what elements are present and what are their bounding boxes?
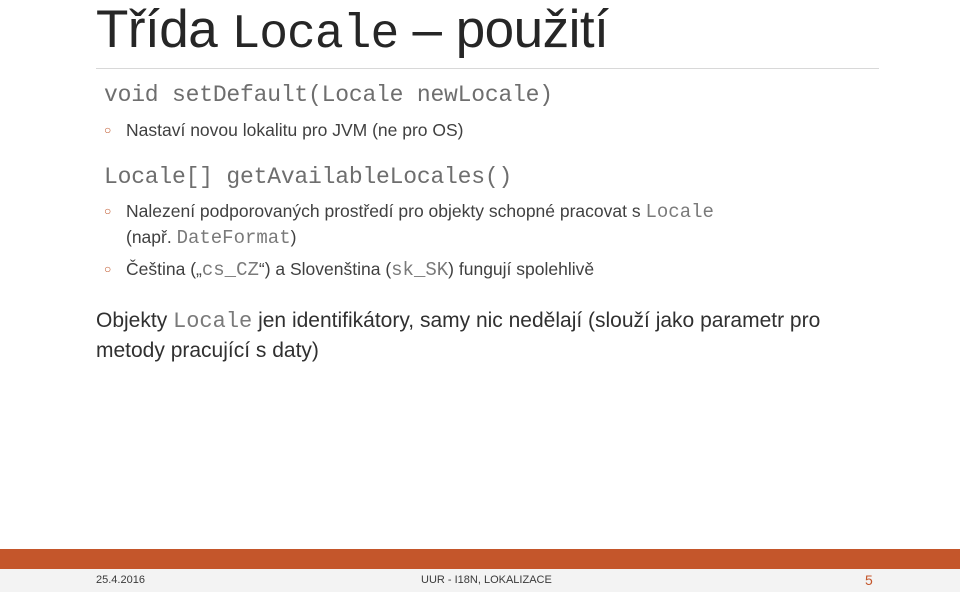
bullet-code: DateFormat xyxy=(176,227,291,249)
bullet-item xyxy=(104,198,714,225)
bullet-text: “) a Slovenština ( xyxy=(258,259,392,279)
footer-accent-stripe xyxy=(0,549,960,569)
slide-title xyxy=(96,0,608,67)
paragraph-code: Locale xyxy=(173,309,253,334)
bullet-circle-icon: ○ xyxy=(104,123,112,137)
title-suffix: – použití xyxy=(398,0,609,59)
bullet-text: ) xyxy=(290,227,297,247)
footer-date: 25.4.2016 xyxy=(96,574,145,586)
bullet-circle-icon: ○ xyxy=(104,262,112,276)
paragraph-text: jen identifikátory, samy nic nedělají (slouží jako parametr pro metody pracující s daty) xyxy=(96,309,821,362)
bullet-text: Nalezení podporovaných prostředí pro objekty schopné pracovat s xyxy=(126,201,646,221)
title-code: Locale xyxy=(231,8,399,62)
bullet-code: sk_SK xyxy=(391,259,449,281)
bullet-text: Nastaví novou lokalitu pro JVM (ne pro OS) xyxy=(126,120,464,140)
paragraph-text: Objekty xyxy=(96,309,174,332)
bullet-text: ) fungují spolehlivě xyxy=(448,259,595,279)
bullet-item xyxy=(104,256,594,283)
title-prefix: Třída xyxy=(96,0,232,59)
bullet-item xyxy=(104,117,464,143)
code-line-getavailablelocales: Locale[] getAvailableLocales() xyxy=(104,164,513,190)
bullet-circle-icon: ○ xyxy=(104,204,112,218)
bullet-code: Locale xyxy=(645,201,714,223)
footer-title: UUR - I18N, LOKALIZACE xyxy=(421,574,552,586)
bullet-continuation xyxy=(126,224,296,251)
page-number: 5 xyxy=(865,572,873,588)
title-divider xyxy=(96,68,879,69)
bullet-code: cs_CZ xyxy=(201,259,259,281)
paragraph xyxy=(96,306,856,365)
code-line-setdefault: void setDefault(Locale newLocale) xyxy=(104,82,553,108)
bullet-text: Čeština („ xyxy=(126,259,202,279)
bullet-text: (např. xyxy=(126,227,177,247)
